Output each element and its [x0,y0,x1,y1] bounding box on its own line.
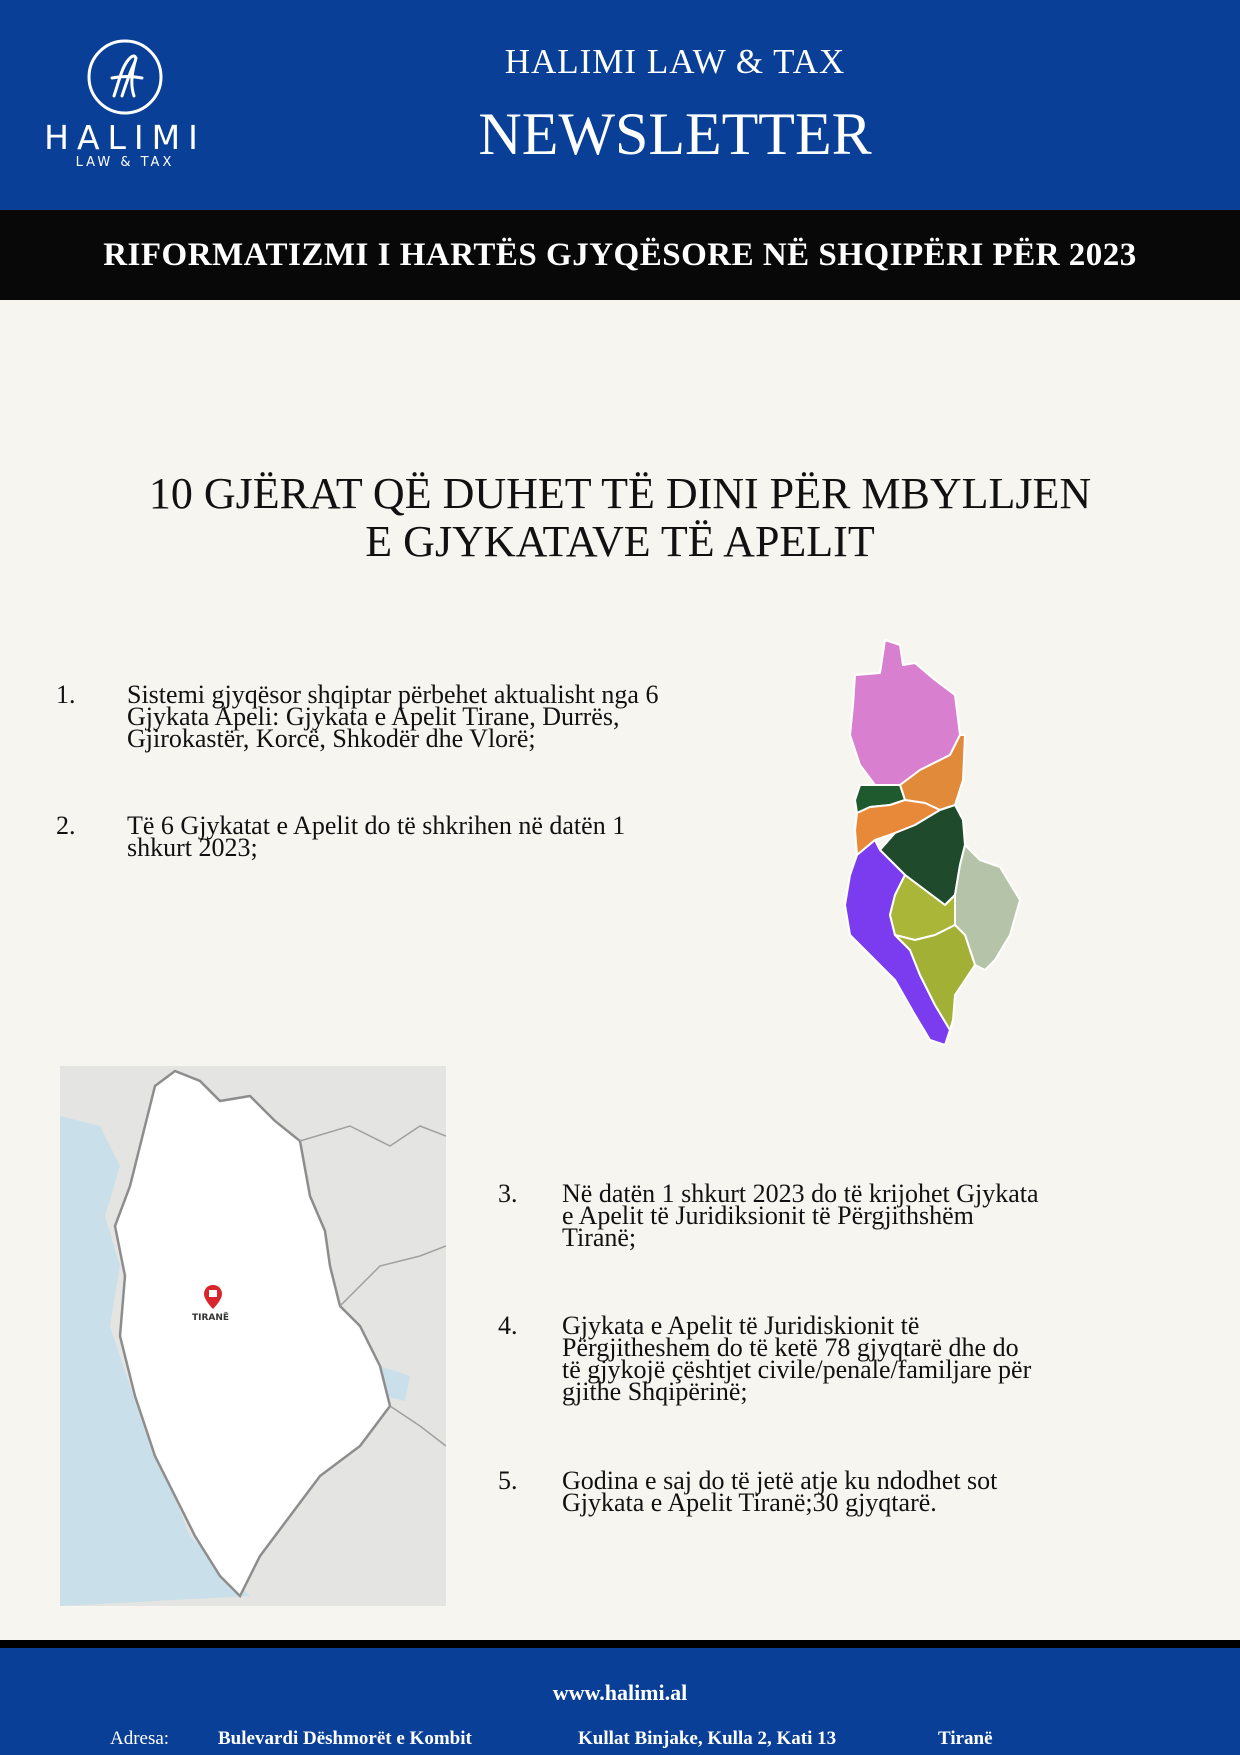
list-item-number: 4. [498,1311,518,1340]
topic-banner: RIFORMATIZMI I HARTËS GJYQËSORE NË SHQIPËRI PËR 2023 [0,210,1240,300]
logo-subtitle: LAW & TAX [75,155,175,170]
line: Sistemi gjyqësor shqiptar përbehet aktualisht nga 6 [127,680,659,709]
line: gjithe Shqipërinë; [562,1377,748,1406]
line: Gjirokastër, Korcë, Shkodër dhe Vlorë; [127,724,536,753]
line: shkurt 2023; [127,833,258,862]
logo-name: HALIMI [44,118,206,157]
list-item-text [562,1466,998,1517]
website-link[interactable]: www.halimi.al [552,1680,688,1705]
list-item-text [127,811,626,862]
map-city-label: TIRANË [192,1313,230,1323]
line: Përgjitheshem do të ketë 78 gjyqtarë dhe do [562,1333,1019,1362]
list-item-number: 1. [56,680,76,709]
address-building: Kullat Binjake, Kulla 2, Kati 13 [578,1728,837,1749]
company-logo[interactable] [40,38,210,178]
line: Gjykata Apeli: Gjykata e Apelit Tirane, Durrës, [127,702,620,731]
list-item-text [562,1179,1039,1252]
logo-monogram-icon [86,38,164,116]
list-item-text [127,680,659,753]
footer [0,1640,1240,1755]
line: Godina e saj do të jetë atje ku ndodhet sot [562,1466,998,1495]
headline-line-1: 10 GJËRAT QË DUHET TË DINI PËR MBYLLJEN [148,469,1092,518]
header-banner [0,0,1240,210]
line: e Apelit të Juridiksionit të Përgjithshëm [562,1201,974,1230]
brand-title: HALIMI LAW & TAX [504,42,846,81]
headline [40,470,1200,566]
address-street: Bulevardi Dëshmorët e Kombit [218,1728,472,1749]
list-item-text [562,1311,1032,1406]
address-label: Adresa: [110,1728,170,1749]
list-item-number: 2. [56,811,76,840]
line: Të 6 Gjykatat e Apelit do të shkrihen në datën 1 [127,811,626,840]
address-city: Tiranë [938,1728,993,1749]
line: Në datën 1 shkurt 2023 do të krijohet Gjykata [562,1179,1039,1208]
location-map-graphic [60,1066,446,1606]
line: Tiranë; [562,1223,637,1252]
list-item-number: 3. [498,1179,518,1208]
line: Gjykata e Apelit Tiranë;30 gjyqtarë. [562,1488,937,1517]
albania-regions-map [835,635,1055,1095]
headline-line-2: E GJYKATAVE TË APELIT [365,517,875,566]
line: të gjykojë çështjet civile/penale/familjare për [562,1355,1032,1384]
tirana-location-map [60,1066,446,1606]
line: Gjykata e Apelit të Juridiskionit të [562,1311,920,1340]
newsletter-title: NEWSLETTER [478,101,872,167]
list-item-number: 5. [498,1466,518,1495]
location-pin-icon [203,1284,223,1310]
